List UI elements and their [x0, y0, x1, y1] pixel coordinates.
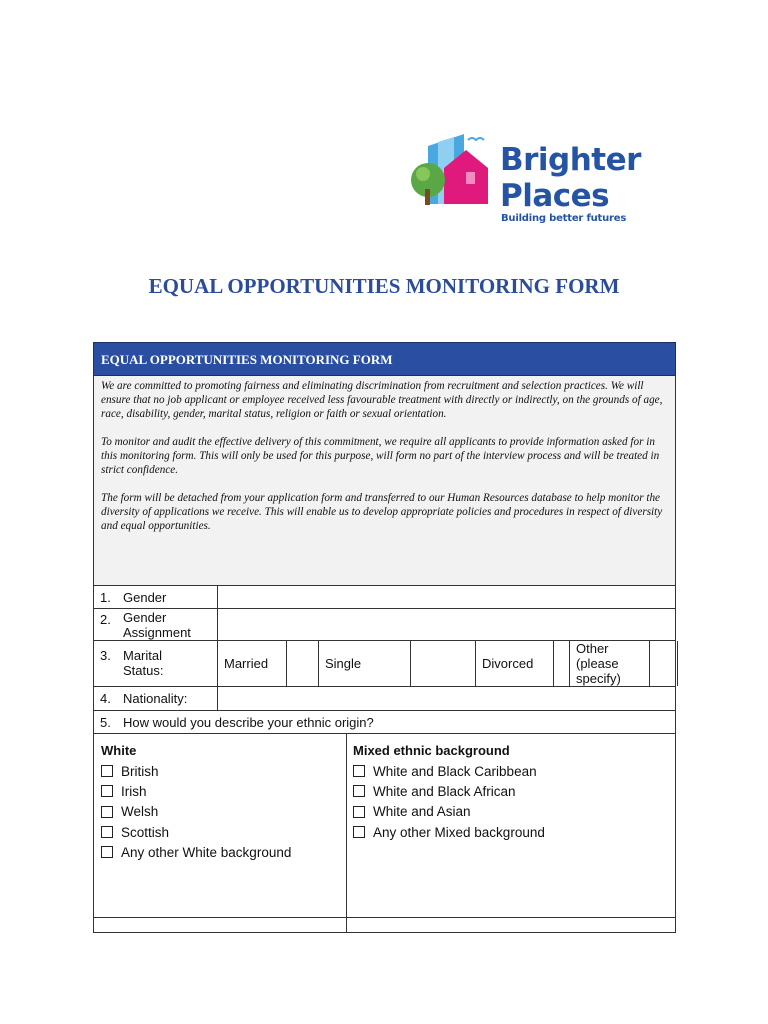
single-label: Single — [319, 641, 411, 686]
intro-paragraph: The form will be detached from your application form and transferred to our Human Resources database to help monitor the diversity of applications we receive. This will enable us to develop appropriate policies and procedures in respect of diversity and equal opportunities. — [101, 492, 663, 532]
question-label: How would you describe your ethnic origin? — [123, 714, 374, 730]
brighter-places-logo — [408, 134, 658, 230]
nationality-row — [93, 687, 676, 711]
monitoring-form — [93, 342, 676, 933]
question-number: 1. — [100, 589, 111, 605]
form-header: EQUAL OPPORTUNITIES MONITORING FORM — [93, 342, 676, 376]
other-label: Other (please specify) — [570, 641, 650, 686]
house-logo-icon — [408, 134, 498, 214]
question-number: 2. — [100, 612, 111, 627]
nationality-answer-field[interactable] — [218, 687, 675, 710]
married-answer-box[interactable] — [287, 641, 319, 686]
gender-answer-field[interactable] — [218, 586, 675, 608]
checkbox-icon[interactable] — [101, 846, 113, 858]
divorced-label: Divorced — [476, 641, 554, 686]
checkbox-icon[interactable] — [101, 806, 113, 818]
question-label: Marital Status: — [123, 648, 164, 678]
ethnic-options-section — [93, 734, 676, 918]
option-label: British — [121, 763, 159, 779]
gender-assignment-answer-field[interactable] — [218, 609, 675, 640]
intro-paragraph: To monitor and audit the effective delivery of this commitment, we require all applicants to provide information asked for in this monitoring form. This will only be used for this purpose, will form no part of the interview process and will be treated in strict confidence. — [101, 436, 660, 476]
option-label: Any other Mixed background — [373, 824, 545, 840]
checkbox-icon[interactable] — [101, 826, 113, 838]
logo-line-2: Places — [500, 178, 610, 214]
question-label: Gender — [123, 589, 167, 605]
mixed-group — [353, 743, 545, 917]
divorced-answer-box[interactable] — [554, 641, 570, 686]
ethnic-option[interactable] — [353, 781, 545, 801]
nationality-label-cell — [94, 687, 218, 710]
question-label: Nationality: — [123, 691, 188, 706]
marital-label-cell — [94, 641, 218, 686]
intro-paragraph: We are committed to promoting fairness and eliminating discrimination from recruitment and selection practices. We will ensure that no job applicant or employee received less favourable treatment with directly or indirectly, on the grounds of age, race, disability, gender, marital status, religion or faith or sexual orientation. — [101, 380, 663, 420]
gender-assignment-row — [93, 609, 676, 641]
logo-wordmark — [500, 142, 641, 214]
question-number: 4. — [100, 691, 111, 706]
table-bottom-row — [93, 918, 676, 933]
option-label: Welsh — [121, 804, 159, 820]
ethnic-option[interactable] — [101, 822, 291, 842]
ethnic-option[interactable] — [101, 781, 291, 801]
group-heading: Mixed ethnic background — [353, 743, 510, 758]
page-title: EQUAL OPPORTUNITIES MONITORING FORM — [148, 274, 620, 298]
ethnic-option[interactable] — [353, 822, 545, 842]
option-label: Scottish — [121, 824, 170, 840]
option-label: White and Black African — [373, 783, 516, 799]
option-label: White and Asian — [373, 804, 471, 820]
option-label: Irish — [121, 783, 147, 799]
gender-label-cell — [94, 586, 218, 608]
question-number: 5. — [100, 714, 111, 730]
married-label: Married — [218, 641, 287, 686]
ethnic-origin-row — [93, 711, 676, 734]
question-label: Gender Assignment — [123, 610, 191, 640]
logo-line-1: Brighter — [500, 142, 641, 178]
ethnic-option[interactable] — [101, 802, 291, 822]
checkbox-icon[interactable] — [353, 765, 365, 777]
group-heading: White — [101, 743, 137, 758]
ethnic-origin-label-cell — [94, 711, 675, 733]
checkbox-icon[interactable] — [101, 785, 113, 797]
form-intro — [93, 376, 676, 586]
ethnic-option[interactable] — [353, 761, 545, 781]
gender-assignment-label-cell — [94, 609, 218, 640]
single-answer-box[interactable] — [411, 641, 476, 686]
white-group — [101, 743, 291, 917]
option-label: Any other White background — [121, 844, 292, 860]
logo-tagline: Building better futures — [501, 213, 627, 224]
checkbox-icon[interactable] — [101, 765, 113, 777]
ethnic-option[interactable] — [353, 802, 545, 822]
checkbox-icon[interactable] — [353, 785, 365, 797]
other-answer-box[interactable] — [650, 641, 678, 686]
column-divider — [346, 918, 347, 932]
gender-row — [93, 586, 676, 609]
checkbox-icon[interactable] — [353, 826, 365, 838]
question-number: 3. — [100, 648, 111, 663]
checkbox-icon[interactable] — [353, 806, 365, 818]
ethnic-option[interactable] — [101, 842, 291, 862]
column-divider — [346, 734, 347, 917]
ethnic-option[interactable] — [101, 761, 291, 781]
marital-status-row — [93, 641, 676, 687]
option-label: White and Black Caribbean — [373, 763, 537, 779]
